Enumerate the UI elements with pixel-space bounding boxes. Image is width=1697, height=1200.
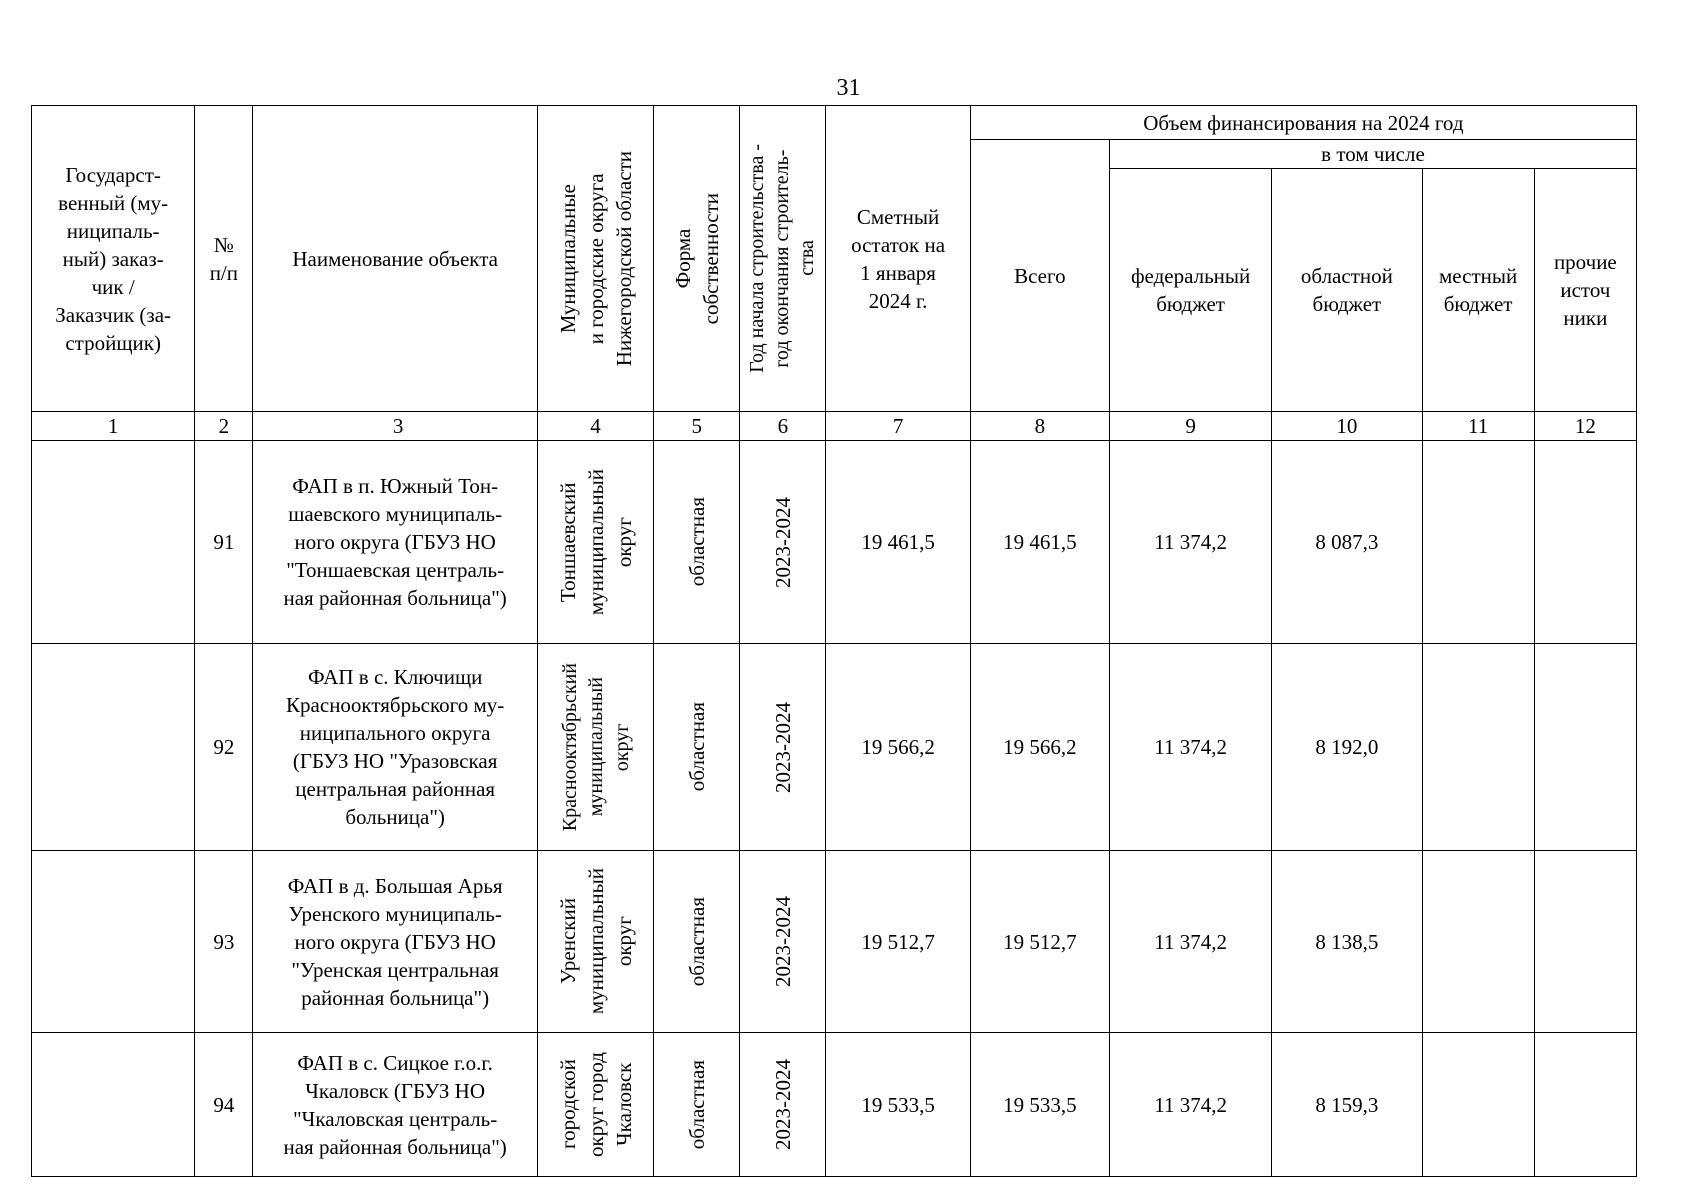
- cell-object-name: ФАП в д. Большая Арья Уренского муниципаль- ного округа (ГБУЗ НО "Уренская центральная районная больница"): [253, 851, 538, 1033]
- cell-other: [1534, 1033, 1636, 1177]
- table-row: [32, 441, 1637, 644]
- cell-estimate: 19 533,5: [826, 1033, 970, 1177]
- column-number: 1: [32, 412, 195, 441]
- column-number: 7: [826, 412, 970, 441]
- column-number: 11: [1422, 412, 1534, 441]
- column-number: 2: [195, 412, 253, 441]
- cell-federal: 11 374,2: [1109, 441, 1271, 644]
- table-row: [32, 1033, 1637, 1177]
- header-including: в том числе: [1109, 140, 1636, 169]
- table-row: [32, 851, 1637, 1033]
- cell-total: 19 533,5: [970, 1033, 1109, 1177]
- cell-district: Тоншаевский муниципальный округ: [537, 441, 653, 644]
- cell-district: городской округ город Чкаловск: [537, 1033, 653, 1177]
- cell-federal: 11 374,2: [1109, 644, 1271, 851]
- cell-number: 93: [195, 851, 253, 1033]
- cell-estimate: 19 461,5: [826, 441, 970, 644]
- cell-years: 2023-2024: [740, 644, 826, 851]
- cell-customer: [32, 851, 195, 1033]
- cell-federal: 11 374,2: [1109, 1033, 1271, 1177]
- cell-customer: [32, 441, 195, 644]
- cell-other: [1534, 441, 1636, 644]
- financing-table: [31, 105, 1637, 1177]
- cell-total: 19 512,7: [970, 851, 1109, 1033]
- header-total: Всего: [970, 140, 1109, 412]
- table-row: [32, 644, 1637, 851]
- header-regional: областной бюджет: [1272, 169, 1422, 412]
- cell-number: 92: [195, 644, 253, 851]
- header-object-name: Наименование объекта: [253, 106, 538, 412]
- column-number: 4: [537, 412, 653, 441]
- header-other: прочие источ ники: [1534, 169, 1636, 412]
- header-funding-title: Объем финансирования на 2024 год: [970, 106, 1636, 140]
- cell-total: 19 461,5: [970, 441, 1109, 644]
- cell-district: Краснооктябрьский муниципальный округ: [537, 644, 653, 851]
- header-districts: Муниципальные и городские округа Нижегородской области: [537, 106, 653, 412]
- cell-regional: 8 159,3: [1272, 1033, 1422, 1177]
- cell-object-name: ФАП в п. Южный Тон- шаевского муниципаль- ного округа (ГБУЗ НО "Тоншаевская централь- ная районная больница"): [253, 441, 538, 644]
- cell-customer: [32, 644, 195, 851]
- page-number: 31: [836, 75, 861, 101]
- cell-local: [1422, 851, 1534, 1033]
- cell-estimate: 19 512,7: [826, 851, 970, 1033]
- header-estimate: Сметный остаток на 1 января 2024 г.: [826, 106, 970, 412]
- column-number: 5: [654, 412, 740, 441]
- cell-ownership: областная: [654, 851, 740, 1033]
- header-number: № п/п: [195, 106, 253, 412]
- column-number: 3: [253, 412, 538, 441]
- cell-district: Уренский муниципальный округ: [537, 851, 653, 1033]
- cell-regional: 8 138,5: [1272, 851, 1422, 1033]
- column-number: 9: [1109, 412, 1271, 441]
- cell-years: 2023-2024: [740, 1033, 826, 1177]
- cell-regional: 8 192,0: [1272, 644, 1422, 851]
- cell-number: 91: [195, 441, 253, 644]
- cell-object-name: ФАП в с. Ключищи Краснооктябрьского му- ниципального округа (ГБУЗ НО "Уразовская центральная районная больница"): [253, 644, 538, 851]
- cell-ownership: областная: [654, 441, 740, 644]
- cell-local: [1422, 644, 1534, 851]
- cell-other: [1534, 851, 1636, 1033]
- cell-estimate: 19 566,2: [826, 644, 970, 851]
- header-customer: Государст- венный (му- ниципаль- ный) заказ- чик / Заказчик (за- стройщик): [32, 106, 195, 412]
- cell-years: 2023-2024: [740, 441, 826, 644]
- cell-other: [1534, 644, 1636, 851]
- cell-customer: [32, 1033, 195, 1177]
- cell-regional: 8 087,3: [1272, 441, 1422, 644]
- column-number: 10: [1272, 412, 1422, 441]
- cell-total: 19 566,2: [970, 644, 1109, 851]
- column-number: 6: [740, 412, 826, 441]
- cell-ownership: областная: [654, 644, 740, 851]
- cell-object-name: ФАП в с. Сицкое г.о.г. Чкаловск (ГБУЗ НО "Чкаловская централь- ная районная больница"): [253, 1033, 538, 1177]
- header-years: Год начала строительства - год окончания строитель- ства: [740, 106, 826, 412]
- column-number: 8: [970, 412, 1109, 441]
- cell-local: [1422, 441, 1534, 644]
- cell-number: 94: [195, 1033, 253, 1177]
- cell-federal: 11 374,2: [1109, 851, 1271, 1033]
- cell-ownership: областная: [654, 1033, 740, 1177]
- header-local: местный бюджет: [1422, 169, 1534, 412]
- header-federal: федеральный бюджет: [1109, 169, 1271, 412]
- cell-local: [1422, 1033, 1534, 1177]
- header-ownership: Форма собственности: [654, 106, 740, 412]
- cell-years: 2023-2024: [740, 851, 826, 1033]
- column-number: 12: [1534, 412, 1636, 441]
- column-number-row: [32, 412, 1637, 441]
